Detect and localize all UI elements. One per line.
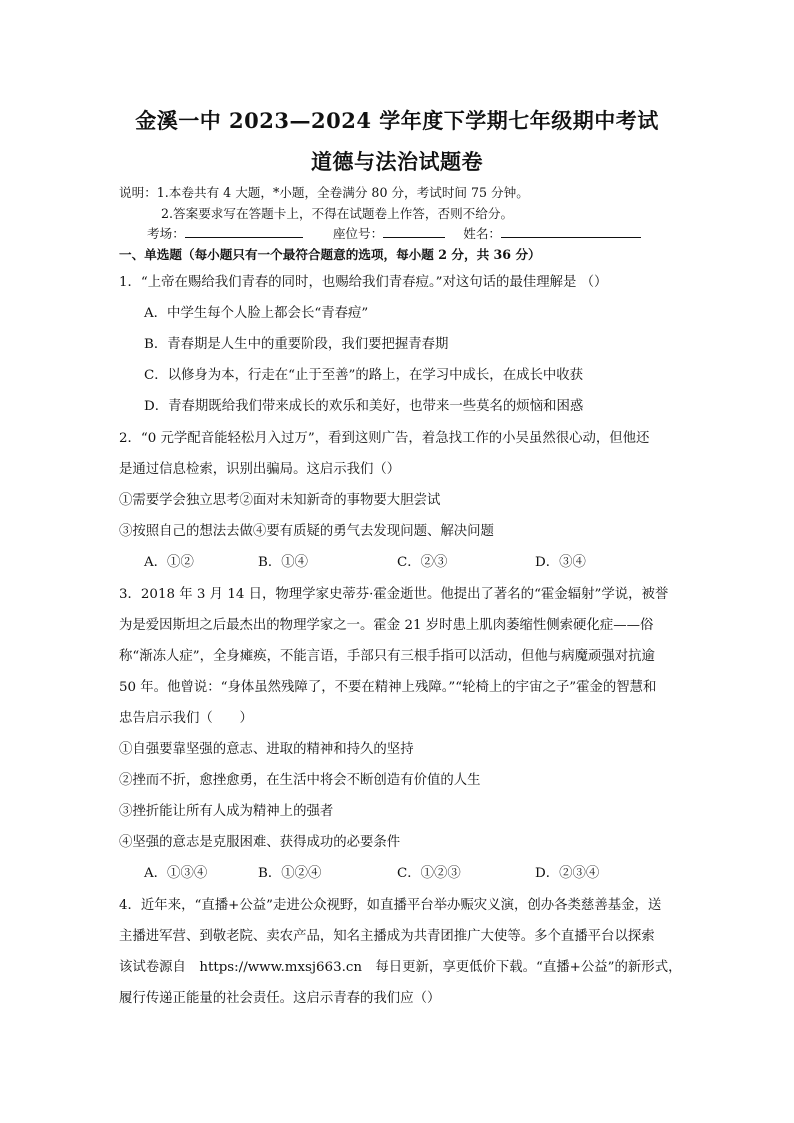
exam-title: 金溪一中 2023—2024 学年度下学期七年级期中考试	[135, 108, 659, 133]
question-2-stem-line-1: 2．“0 元学配音能轻松月入过万”，看到这则广告，着急找工作的小吴虽然很心动，但他还	[119, 431, 650, 446]
name-label: 姓名：	[463, 226, 501, 241]
question-1-option-c: C．以修身为本，行走在“止于至善”的路上，在学习中成长，在成长中收获	[144, 368, 584, 383]
instruction-line-2: 2.答案要求写在答题卡上，不得在试题卷上作答，否则不给分。	[161, 206, 514, 221]
question-3-statement-3: ③挫折能让所有人成为精神上的强者	[119, 804, 334, 819]
question-1-option-b: B．青春期是人生中的重要阶段，我们要把握青春期	[144, 337, 449, 352]
question-3-option-d: D．②③④	[535, 866, 600, 881]
question-3-stem-line-4: 50 年。他曾说：“身体虽然残障了，不要在精神上残障。”“轮椅上的宇宙之子”霍金的智慧和	[119, 680, 657, 695]
question-3-option-b: B．①②④	[258, 866, 322, 881]
question-1-option-a: A．中学生每个人脸上都会长“青春痘”	[144, 306, 369, 321]
question-2-option-b: B．①④	[258, 555, 309, 570]
section-heading: 一、单选题（每小题只有一个最符合题意的选项，每小题 2 分，共 36 分）	[119, 247, 541, 262]
exam-room-label: 考场：	[147, 226, 185, 241]
exam-room-blank	[185, 224, 303, 238]
question-2-stem-line-2: 是通过信息检索，识别出骗局。这启示我们（）	[119, 462, 401, 477]
question-4-stem-line-3: 该试卷源自 https://www.mxsj663.cn 每日更新，享更低价下载。“直播+公益”的新形式，	[119, 960, 682, 975]
question-3-stem-line-3: 称“渐冻人症”，全身瘫痪，不能言语，手部只有三根手指可以活动，但他与病魔顽强对抗逾	[119, 649, 655, 664]
question-1-option-d: D．青春期既给我们带来成长的欢乐和美好，也带来一些莫名的烦恼和困惑	[144, 399, 584, 414]
question-3-option-c: C．①②③	[397, 866, 461, 881]
question-3-stem-line-2: 为是爱因斯坦之后最杰出的物理学家之一。霍金 21 岁时患上肌肉萎缩性侧索硬化症——俗	[119, 618, 654, 633]
question-2-option-c: C．②③	[397, 555, 448, 570]
question-3-statement-1: ①自强要靠坚强的意志、进取的精神和持久的坚持	[119, 742, 414, 757]
instruction-line-1: 说明：1.本卷共有 4 大题，*小题，全卷满分 80 分，考试时间 75 分钟。	[119, 185, 529, 200]
candidate-info-row	[147, 223, 641, 242]
question-3-statement-4: ④坚强的意志是克服困难、获得成功的必要条件	[119, 835, 401, 850]
question-2-option-a: A．①②	[144, 555, 194, 570]
seat-label: 座位号：	[332, 226, 384, 241]
question-2-statements-1: ①需要学会独立思考②面对未知新奇的事物要大胆尝试	[119, 493, 441, 508]
question-3-statement-2: ②挫而不折，愈挫愈勇，在生活中将会不断创造有价值的人生	[119, 773, 481, 788]
question-4-stem-line-1: 4．近年来，“直播+公益”走进公众视野，如直播平台举办赈灾义演，创办各类慈善基金，送	[119, 898, 662, 913]
question-4-stem-line-4: 履行传递正能量的社会责任。这启示青春的我们应（）	[119, 991, 441, 1006]
question-2-option-d: D．③④	[535, 555, 586, 570]
seat-blank	[383, 224, 445, 238]
question-3-option-a: A．①③④	[144, 866, 208, 881]
question-2-statements-2: ③按照自己的想法去做④要有质疑的勇气去发现问题、解决问题	[119, 524, 494, 539]
question-3-stem-line-1: 3．2018 年 3 月 14 日，物理学家史蒂芬·霍金逝世。他提出了著名的“霍金辐射”学说，被誉	[119, 587, 669, 602]
question-1-stem: 1．“上帝在赐给我们青春的同时，也赐给我们青春痘。”对这句话的最佳理解是 （）	[119, 275, 608, 290]
name-blank	[501, 224, 641, 238]
question-3-stem-line-5: 忠告启示我们（ ）	[119, 711, 253, 726]
question-4-stem-line-2: 主播进军营、到敬老院、卖农产品，知名主播成为共青团推广大使等。多个直播平台以探索	[119, 929, 655, 944]
exam-subtitle: 道德与法治试题卷	[311, 149, 483, 174]
